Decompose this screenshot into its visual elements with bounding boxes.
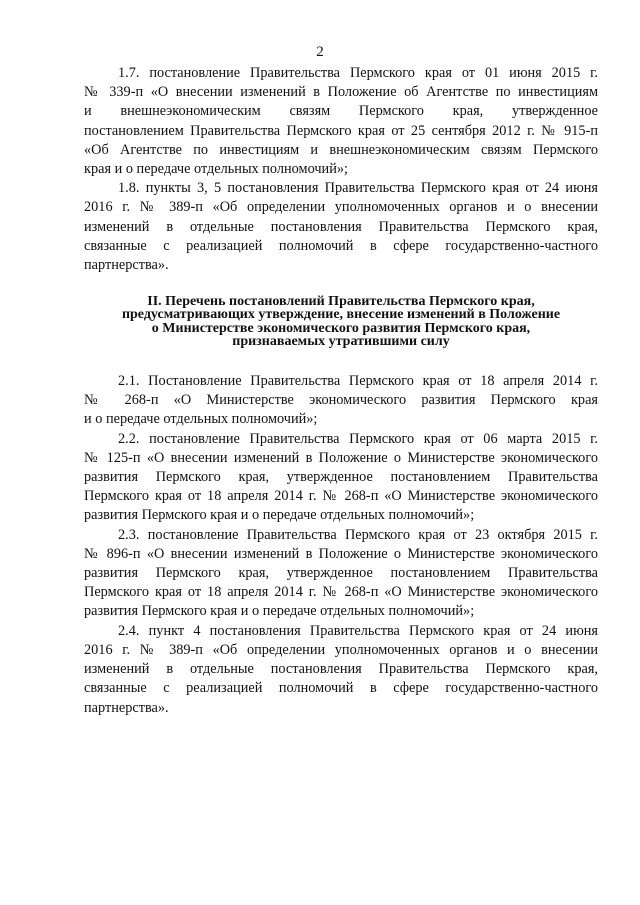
text-line: «Об Агентстве по инвестициям и внешнеэкономическим связям Пермского [84, 141, 598, 158]
text-line: 2.4. пункт 4 постановления Правительства Пермского края от 24 июня [118, 622, 598, 639]
text-line: 2.3. постановление Правительства Пермского края от 23 октября 2015 г. [118, 526, 598, 543]
text-line: и внешнеэкономическим связям Пермского края, утвержденное [84, 103, 598, 120]
text-line: развития Пермского края, утвержденное постановлением Правительства [84, 565, 598, 582]
text-line: партнерства». [84, 699, 169, 716]
text-line: № 339-п «О внесении изменений в Положение об Агентстве по инвестициям [84, 84, 598, 101]
list-item-2-2 [84, 430, 598, 526]
text-line: края и о передаче отдельных полномочий»; [84, 161, 348, 178]
text-line: № 268-п «О Министерстве экономического развития Пермского края [84, 392, 598, 409]
text-line: Пермского края от 18 апреля 2014 г. № 268-п «О Министерстве экономического [84, 584, 598, 601]
text-line: 1.8. пункты 3, 5 постановления Правительства Пермского края от 24 июня [118, 180, 598, 197]
section-one-list [84, 64, 598, 275]
text-line: изменений в отдельные постановления Правительства Пермского края, [84, 218, 598, 235]
text-line: развития Пермского края, утвержденное постановлением Правительства [84, 469, 598, 486]
heading-line: II. Перечень постановлений Правительства Пермского края, [147, 294, 535, 310]
section-two-list [84, 372, 598, 718]
text-line: № 896-п «О внесении изменений в Положение о Министерстве экономического [84, 545, 598, 562]
text-line: и о передаче отдельных полномочий»; [84, 411, 318, 428]
list-item-2-1 [84, 372, 598, 430]
text-line: 2.2. постановление Правительства Пермского края от 06 марта 2015 г. [118, 430, 598, 447]
text-line: партнерства». [84, 257, 169, 274]
text-line: № 125-п «О внесении изменений в Положение о Министерстве экономического [84, 449, 598, 466]
heading-line: о Министерстве экономического развития Пермского края, [151, 320, 531, 336]
text-line: развития Пермского края и о передаче отдельных полномочий»; [84, 507, 475, 524]
text-line: 2.1. Постановление Правительства Пермского края от 18 апреля 2014 г. [118, 373, 598, 390]
text-line: 2016 г. № 389-п «Об определении уполномоченных органов и о внесении [84, 199, 598, 216]
text-line: Пермского края от 18 апреля 2014 г. № 268-п «О Министерстве экономического [84, 488, 598, 505]
page-number: 2 [316, 44, 324, 60]
document-body [84, 64, 598, 718]
text-line: изменений в отдельные постановления Правительства Пермского края, [84, 661, 598, 678]
text-line: постановлением Правительства Пермского края от 25 сентября 2012 г. № 915-п [84, 122, 598, 139]
text-line: 1.7. постановление Правительства Пермского края от 01 июня 2015 г. [118, 65, 598, 81]
list-item-2-4 [84, 622, 598, 718]
text-line: связанные с реализацией полномочий в сфере государственно-частного [84, 680, 598, 697]
list-item-2-3 [84, 526, 598, 622]
text-line: 2016 г. № 389-п «Об определении уполномоченных органов и о внесении [84, 641, 598, 658]
list-item-1-7 [84, 64, 598, 179]
text-line: развития Пермского края и о передаче отдельных полномочий»; [84, 603, 475, 620]
heading-line: признаваемых утратившими силу [232, 333, 450, 349]
list-item-1-8 [84, 179, 598, 275]
heading-line: предусматривающих утверждение, внесение изменений в Положение [121, 307, 561, 323]
section-two-heading [84, 295, 598, 348]
text-line: связанные с реализацией полномочий в сфере государственно-частного [84, 237, 598, 254]
